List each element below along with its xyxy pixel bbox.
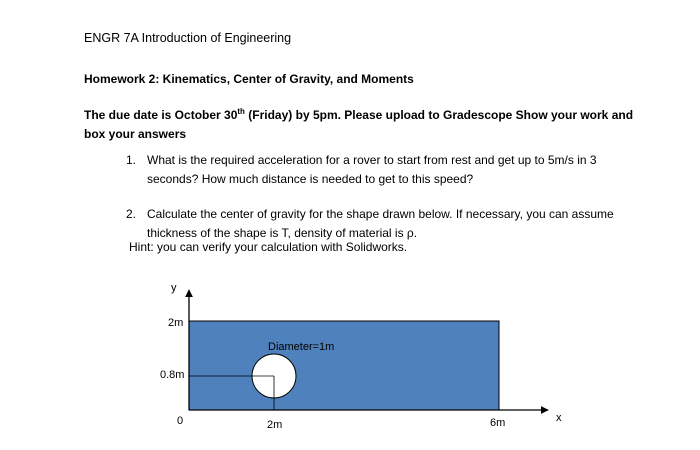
homework-title: Homework 2: Kinematics, Center of Gravity, and Moments bbox=[84, 72, 414, 86]
hole-diameter-label: Diameter=1m bbox=[268, 341, 335, 353]
y-axis-label: y bbox=[171, 282, 177, 294]
course-title: ENGR 7A Introduction of Engineering bbox=[84, 31, 292, 45]
y-tick-hole-label: 0.8m bbox=[160, 369, 185, 381]
x-axis-label: x bbox=[556, 412, 562, 424]
x-tick-hole-label: 2m bbox=[267, 419, 283, 431]
question-1-number: 1. bbox=[126, 153, 137, 167]
question-2-text: Calculate the center of gravity for the shape drawn below. If necessary, you can assume thickness of the shape is T, density of material is ρ. bbox=[147, 207, 614, 240]
due-prefix: The due date is October 30 bbox=[84, 108, 238, 122]
y-tick-top-label: 2m bbox=[168, 317, 184, 329]
due-superscript: th bbox=[237, 107, 245, 116]
question-2-number: 2. bbox=[126, 207, 137, 221]
plate-rectangle bbox=[189, 321, 499, 410]
x-tick-right-label: 6m bbox=[490, 417, 506, 429]
origin-label: 0 bbox=[177, 415, 184, 427]
hint-text: Hint: you can verify your calculation with Solidworks. bbox=[129, 240, 408, 254]
question-1-text: What is the required acceleration for a rover to start from rest and get up to 5m/s in 3 seconds? How much distance is needed to get to this speed? bbox=[147, 153, 597, 186]
due-suffix: (Friday) by 5pm. Please upload to Gradescope Show your work and box your answers bbox=[84, 108, 634, 141]
